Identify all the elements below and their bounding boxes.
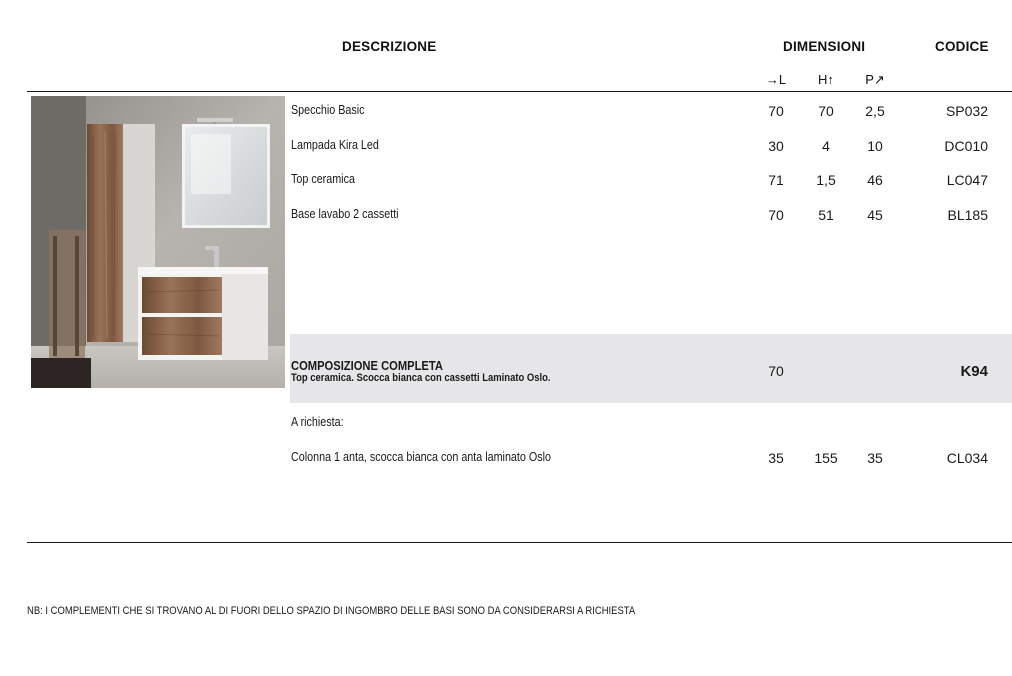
on-request-label: A richiesta: bbox=[291, 415, 344, 429]
item-depth: 45 bbox=[867, 207, 883, 223]
composition-code: K94 bbox=[960, 363, 988, 380]
on-request-depth: 35 bbox=[867, 450, 883, 466]
item-description: Specchio Basic bbox=[291, 103, 365, 117]
item-height: 4 bbox=[822, 138, 830, 154]
footnote: NB: I COMPLEMENTI CHE SI TROVANO AL DI FUORI DELLO SPAZIO DI INGOMBRO DELLE BASI SONO DA CONSIDERARSI A RICHIESTA bbox=[27, 605, 636, 617]
item-height: 70 bbox=[818, 103, 834, 119]
item-depth: 46 bbox=[867, 172, 883, 188]
item-depth: 2,5 bbox=[865, 103, 885, 119]
on-request-height: 155 bbox=[814, 450, 838, 466]
dim-length-header: →L bbox=[765, 72, 787, 87]
footer-rule bbox=[27, 542, 1012, 543]
dim-height-header: H↑ bbox=[818, 72, 834, 87]
dim-depth-header: P↗ bbox=[865, 72, 885, 87]
item-length: 71 bbox=[768, 172, 784, 188]
item-length: 70 bbox=[768, 207, 784, 223]
item-length: 70 bbox=[768, 103, 784, 119]
item-description: Base lavabo 2 cassetti bbox=[291, 207, 399, 221]
header-codice: CODICE bbox=[935, 39, 989, 54]
item-height: 51 bbox=[818, 207, 834, 223]
item-description: Lampada Kira Led bbox=[291, 138, 379, 152]
item-description: Top ceramica bbox=[291, 172, 355, 186]
header-rule bbox=[27, 91, 1012, 92]
on-request-length: 35 bbox=[768, 450, 784, 466]
composition-title: COMPOSIZIONE COMPLETA bbox=[291, 358, 443, 373]
item-code: SP032 bbox=[945, 103, 988, 119]
item-code: DC010 bbox=[944, 138, 988, 154]
composition-length: 70 bbox=[768, 363, 784, 379]
item-height: 1,5 bbox=[816, 172, 836, 188]
item-code: BL185 bbox=[947, 207, 988, 223]
product-photo bbox=[31, 96, 285, 388]
composition-subtitle: Top ceramica. Scocca bianca con cassetti Laminato Oslo. bbox=[291, 372, 551, 384]
item-code: LC047 bbox=[946, 172, 988, 188]
header-dimensioni: DIMENSIONI bbox=[783, 39, 866, 54]
header-descrizione: DESCRIZIONE bbox=[342, 39, 437, 54]
on-request-code: CL034 bbox=[946, 450, 988, 466]
item-depth: 10 bbox=[867, 138, 883, 154]
on-request-description: Colonna 1 anta, scocca bianca con anta laminato Oslo bbox=[291, 450, 551, 464]
item-length: 30 bbox=[768, 138, 784, 154]
